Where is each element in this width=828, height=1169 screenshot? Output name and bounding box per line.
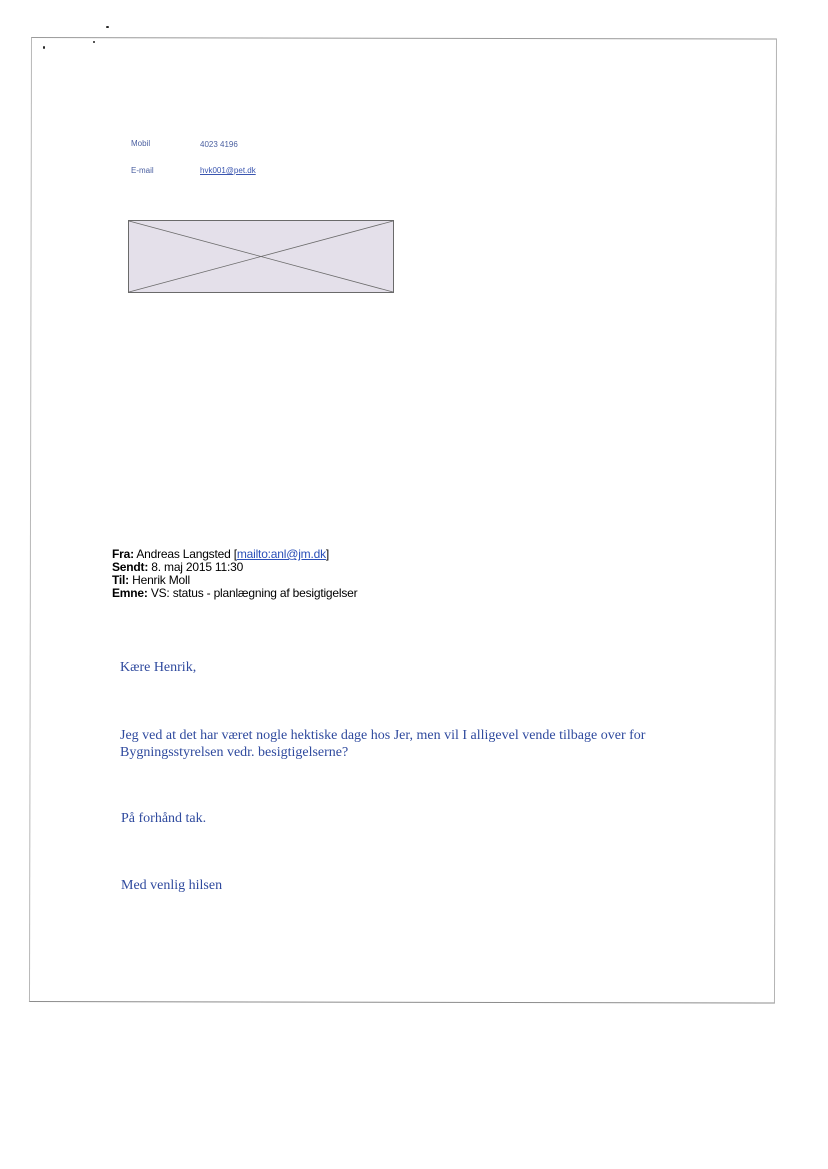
mobile-label: Mobil <box>131 139 151 148</box>
to-label: Til: <box>112 573 129 587</box>
subject-label: Emne: <box>112 586 148 600</box>
sent-value: 8. maj 2015 11:30 <box>151 560 244 574</box>
mobile-value: 4023 4196 <box>200 140 238 149</box>
closing-line: Med venlig hilsen <box>121 878 223 893</box>
sent-label: Sendt: <box>112 560 149 574</box>
bracket-open: [ <box>233 547 237 561</box>
scan-speck <box>93 41 95 43</box>
to-value: Henrik Moll <box>132 573 190 587</box>
subject-value: VS: status - planlægning af besigtigelser <box>150 586 358 600</box>
from-mailto-link[interactable]: mailto:anl@jm.dk <box>236 547 326 561</box>
body-paragraph-line2: Bygningsstyrelsen vedr. besigtigelserne? <box>120 745 349 760</box>
email-value[interactable] <box>200 166 256 175</box>
broken-image-icon <box>128 217 394 293</box>
scan-speck <box>43 46 45 49</box>
from-name: Andreas Langsted <box>136 547 231 561</box>
thanks-line: På forhånd tak. <box>121 811 207 826</box>
from-label: Fra: <box>112 547 134 561</box>
sheet-border <box>29 37 777 1004</box>
scan-speck <box>106 26 109 28</box>
subject-line <box>112 587 357 600</box>
bracket-close: ] <box>325 547 330 561</box>
greeting: Kære Henrik, <box>120 660 197 675</box>
email-link[interactable]: hvk001@pet.dk <box>200 166 256 175</box>
email-header <box>112 548 357 600</box>
body-paragraph-line1: Jeg ved at det har været nogle hektiske dage hos Jer, men vil I alligevel vende tilbage over for <box>120 728 646 743</box>
email-label: E-mail <box>131 166 154 175</box>
